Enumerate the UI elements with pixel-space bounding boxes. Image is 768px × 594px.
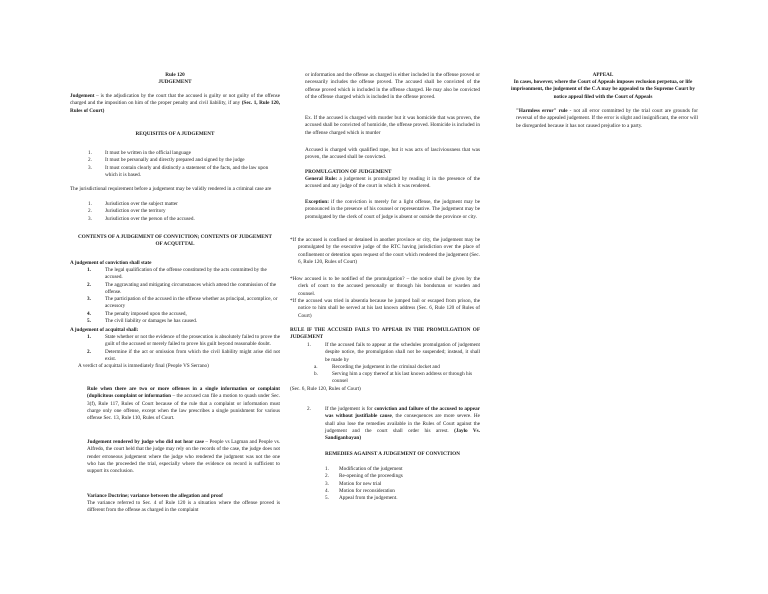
judge-rule [70,439,280,475]
fails-list [290,342,480,393]
item-text: Jurisdiction over the territory [105,208,166,215]
list-item [70,296,280,311]
text-part: If the judgement is for [325,406,375,412]
item-number: 2. [325,473,329,480]
general-rule [290,176,480,191]
item-text: Serving him a copy thereof at his last known address or through his counsel [332,371,473,385]
requisites-list [70,150,280,179]
list-item [70,267,280,282]
item-number: 3. [87,296,91,303]
item-text: Determine if the act or omission from which the civil liability might arise did not exist. [105,348,280,362]
appeal-text: In cases, however, where the Court of Appeals imposes reclusion perpetua, or life imprisonment, the judgement of the C.A may be appealed to the Supreme Court by notice appeal filed with the Court of Appeals [511,79,695,100]
exception-text: if the conviction is merely for a light offense, the judgment may be pronounced in the presence of his counsel or representative. The judgement may be promulgated by the clerk of court of judge is absent or outside the province or city. [305,199,480,220]
rule-subject: JUDGEMENT [158,79,192,86]
column-right [508,0,698,594]
notify-note: *How accused is to be notified of the promulgation? – the notice shall be given by the clerk of court to the accused personally or through his bondsman or warden and counsel. [290,276,480,297]
list-item [70,334,280,349]
list-item [70,311,280,318]
item-text: If the accused fails to appear at the schedules promulgation of judgement despite notice, the promulgation shall not be suspended; instead, it shall be made by [325,342,480,363]
item-text: Re-opening of the proceedings [339,473,403,480]
item-number: 1. [87,334,91,340]
item-text: Recording the judgement in the criminal docket and [332,363,440,370]
item-number: 3. [325,480,329,487]
conviction-heading: A judgement of conviction shall state [70,260,152,266]
list-item [70,216,280,223]
list-item [290,473,480,480]
variance-heading: Variance Doctrine; variance between the allegation and proof [87,493,223,499]
item-text: It must be personally and directly prepared and signed by the judge [105,157,245,164]
list-item [70,208,280,215]
item-text: Appeal from the judgement. [339,495,398,502]
confined-note: *If the accused is confined or detained in another province or city, the judgement may be promulgated by the executive judge of the RTC having jurisdiction over the place of confinement or detention upon request of the court which rendered the judgement (Sec. 6, Rule 120, Rules of Court) [290,237,480,265]
item-letter: a. [314,363,318,370]
exception-label: Exception: [305,199,329,205]
item-text: Motion for new trial [339,480,382,487]
murder-example: Ex. If the accused is charged with murder but it was homicide that was proven, the accused shall be convicted of homicide, the offense proved. Homicide is included in the offense charged which is murder [305,115,480,136]
item-number: 4. [87,310,91,317]
item-text [290,406,480,442]
text-bold: (Jaylo Vs. Sandiganbayan) [325,427,480,442]
item-text: The legal qualification of the offense constituted by the acts committed by the accused. [105,267,267,281]
item-text: Jurisdiction over the person of the accused. [105,215,195,222]
remedies-list [290,466,480,502]
item-number: 1. [87,267,91,273]
item-number: 2. [87,281,91,288]
list-item [290,481,480,488]
item-number: 2. [88,157,92,164]
jurisdiction-intro: The jurisdictional requirement before a judgement may be validly rendered in a criminal case are [70,186,272,192]
variance-text: The variance referred to Sec. 4 of Rule 120 is a situation where the offense proved is different from the offense as charged in the complaint [87,500,280,514]
item-number: 1. [325,466,329,472]
rule-bold: Rule when there are two or more offenses in a single information or complaint (duplicitous complaint or information [87,386,280,400]
conviction-list [70,267,280,325]
column-middle [290,0,480,594]
requisites-heading: REQUISITES OF A JUDGEMENT [135,131,215,137]
list-item [70,157,280,164]
variance-continued: or information and the offense as charged is either included in the offense proved or necessarily includes the offense proved. The accused shall be convicted of the offense proved which is included in the offense charged. He may also be convicted of the offense charged which is included in the offense proved. [305,72,480,100]
item-text: The participation of the accused in the offense whether as principal, accomplice, or accessory [105,296,278,310]
harmless-label: "Harmless error" rule [516,108,568,114]
list-item [290,342,480,364]
text-part: , the consequences are more severe. He shall also lose the remedies available in the Rules of Court against the judgement and the court shall order his arrest. [325,413,480,434]
harmless-error-rule [508,108,698,130]
judgement-definition [70,93,280,115]
item-number: 1. [88,201,92,207]
jurisdiction-list [70,201,280,223]
appeal-heading: APPEAL [592,72,614,78]
list-item [70,282,280,297]
column-left [70,0,280,594]
definition-text: – is the adjudication by the court that the accused is guilty or not guilty of the offense charged and the imposition on him of the proper penalty and civil liability, if any [70,93,280,107]
list-item [70,318,280,325]
acquittal-heading: A judgement of acquittal shall: [70,327,139,333]
item-text: Motion for reconsideration [339,487,395,494]
item-number: 5. [325,495,329,502]
item-text: The civil liability or damages he has caused. [105,317,198,324]
list-item [290,495,480,502]
item-text: Modification of the judgement [339,466,403,472]
harmless-text: - not all error committed by the trial court are grounds for reversal of the appealed judgement. If the error is slight and insignificant, the error will be disregarded because it has not caused prejudice to a party. [516,108,698,129]
item-number: 1. [88,150,92,156]
general-rule-text: a judgement is promulgated by reading it in the presence of the accused and any judge of the court in which it was rendered. [305,176,480,190]
rape-example: Accused is charged with qualified rape, but it was acts of lasciviousness that was proven, the accused shall be convicted. [305,147,480,161]
item-text: It must contain clearly and distinctly a statement of the facts, and the law upon which it is based. [105,164,269,178]
list-item [70,201,280,208]
text-bold: conviction and failure of the accused to appear was without justifiable cause [325,406,480,420]
list-item [290,406,480,442]
item-text: State whether or not the evidence of the prosecution is absolutely failed to prove the guilt of the accused or merely failed to prove his guilt beyond reasonable doubt. [105,334,280,348]
list-item [70,349,280,364]
rule-title [70,72,280,87]
remedies-heading: REMEDIES AGAINST A JUDGEMENT OF CONVICTION [325,451,460,457]
acquittal-note: A verdict of acquittal is immediately final (People VS Serrano) [78,363,209,370]
item-number: 2. [88,208,92,215]
item-text: The aggravating and mitigating circumstances which attend the commission of the offense. [105,281,277,295]
item-number: 5. [87,317,91,324]
list-item [70,165,280,180]
citation: (Sec. 6, Rule 120, Rules of Court) [290,385,361,392]
rule-text: – People vs Lagman and People vs. Alfredo, the court held that the judge may rely on the records of the case, the judge does not render erroneous judgement where the judge who rendered the judgment was not the one who has the proceeded the trial, especially where the evidence on record is sufficient to support its conclusion. [87,439,281,475]
item-letter: b. [314,371,318,378]
fails-to-appear-heading: RULE IF THE ACCUSED FAILS TO APPEAR IN THE PROMULGATION OF JUDGEMENT [290,327,480,341]
item-number: 4. [325,487,329,494]
contents-heading: CONTENTS OF A JUDGEMENT OF CONVICTION; CONTENTS OF JUDGEMENT OF ACQUITTAL [78,234,272,248]
two-offenses-rule [70,386,280,422]
item-number: 2. [87,348,91,355]
item-text: The penalty imposed upon the accused, [105,310,187,317]
item-number: 3. [88,164,92,171]
item-text: It must be written in the official language [105,150,191,156]
definition-citation: (Sec. 1, Rule 120, Rules of Court) [70,100,280,114]
promulgation-heading: PROMULGATION OF JUDGEMENT [305,169,392,175]
acquittal-list [70,334,280,370]
general-rule-label: General Rule: [305,176,338,182]
sub-list-item [290,371,480,386]
definition-term: Judgement [70,93,95,99]
exception-rule [290,199,480,221]
rule-text: – the accused can file a motion to quash under Sec. 3(f), Rule 117, Rules of Court because of the rule that a complaint or information must charge only one offense, except when the law prescribes a single punishment for various offense Sec. 13, Rule 110, Rules of Court. [87,393,280,422]
rule-bold: Judgement rendered by judge who did not hear case [87,439,204,445]
rule-number: Rule 120 [165,72,185,78]
item-number: 1. [307,342,311,348]
item-number: 2. [307,406,311,412]
item-text: Jurisdiction over the subject matter [105,201,178,207]
item-number: 3. [88,215,92,222]
absentia-note: *If the accused was tried in absentia because he jumped bail or escaped from prison, the notice to him shall be served at his last known address (Sec. 6, Rule 120 of Rules of Court) [290,298,480,319]
list-item [70,150,280,157]
